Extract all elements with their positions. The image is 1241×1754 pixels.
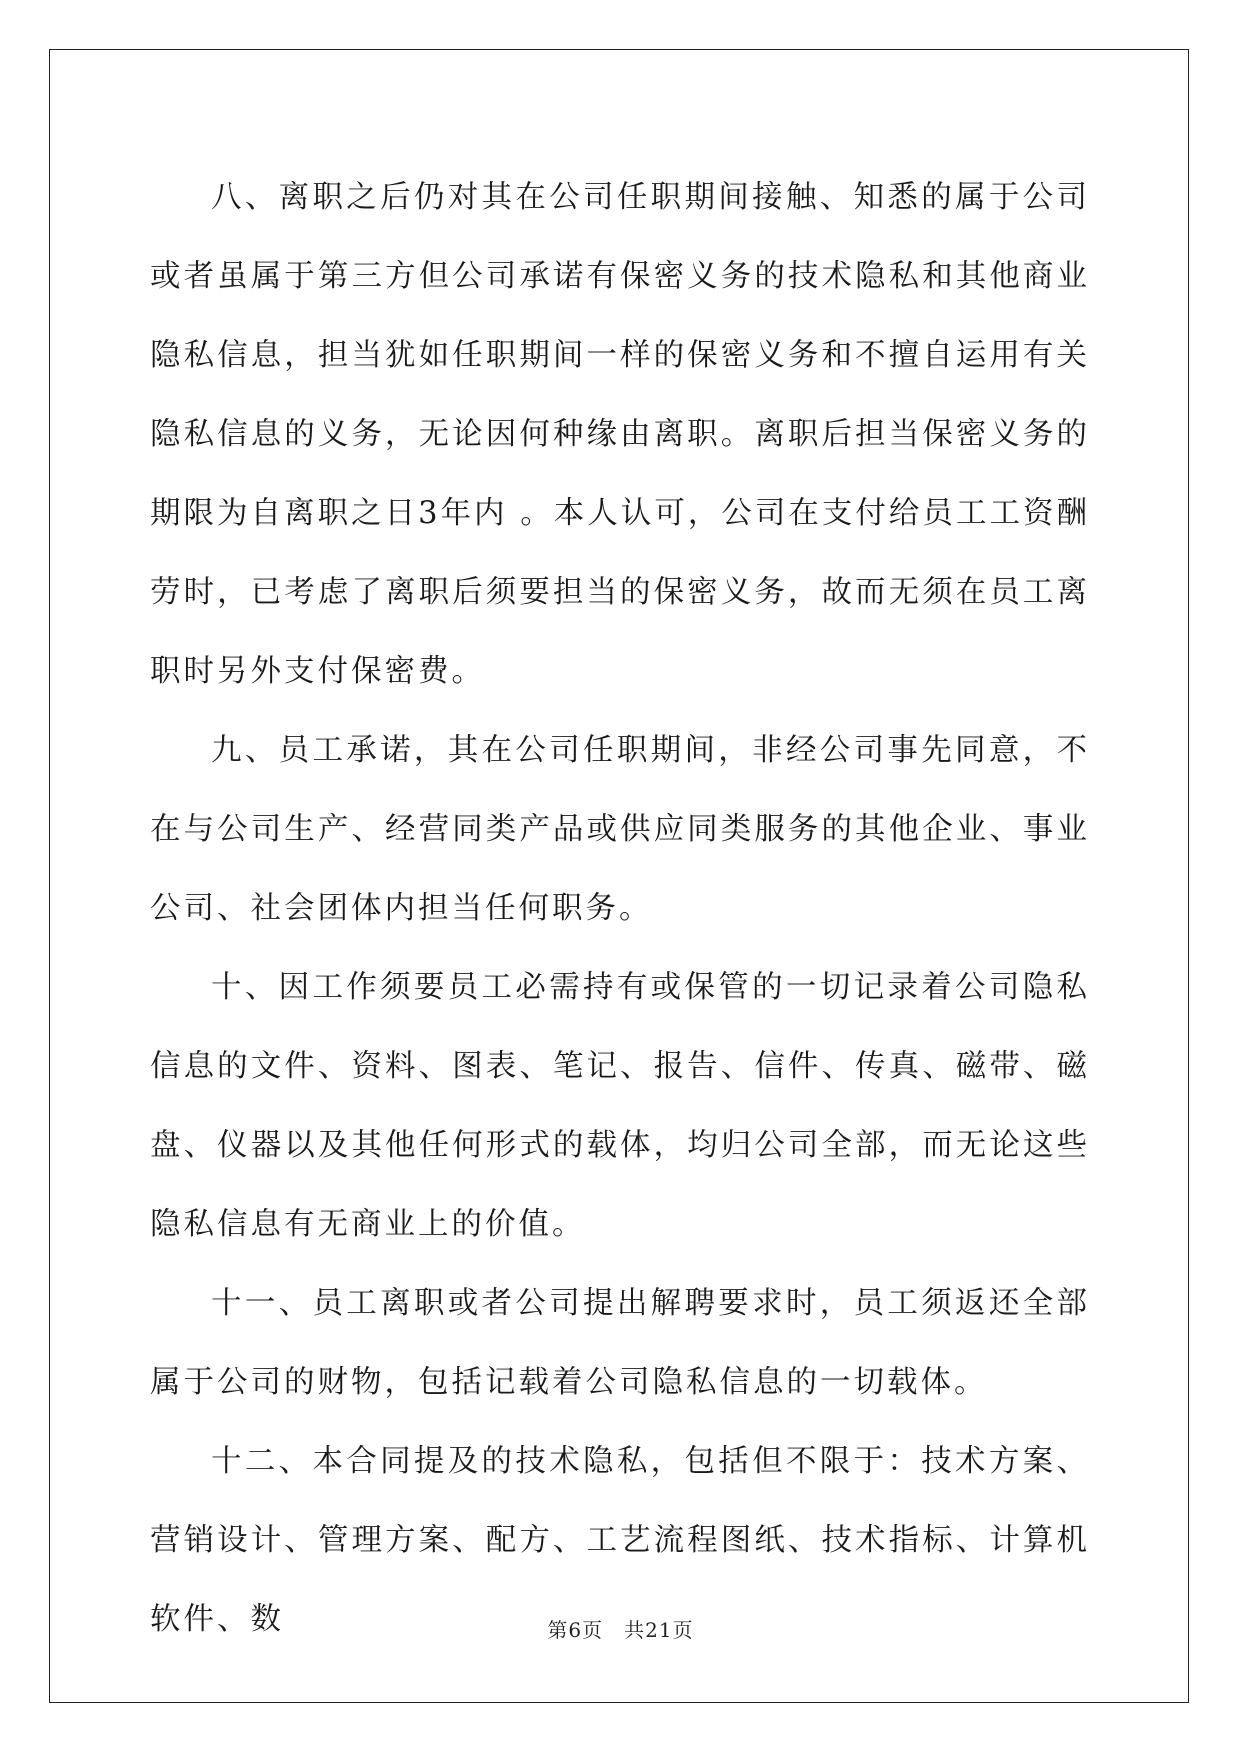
paragraph-9: 九、员工承诺，其在公司任职期间，非经公司事先同意，不在与公司生产、经营同类产品或供应同类服务的其他企业、事业公司、社会团体内担当任何职务。 bbox=[150, 733, 1090, 926]
paragraph-8: 八、离职之后仍对其在公司任职期间接触、知悉的属于公司或者虽属于第三方但公司承诺有保密义务的技术隐私和其他商业隐私信息，担当犹如任职期间一样的保密义务和不擅自运用有关隐私信息的义务，无论因何种缘由离职。离职后担当保密义务的期限为自离职之日3年内 。本人认可，公司在支付给员工工资酬劳时，已考虑了离职后须要担当的保密义务，故而无须在员工离职时另外支付保密费。 bbox=[150, 180, 1090, 689]
paragraph-10: 十、因工作须要员工必需持有或保管的一切记录着公司隐私信息的文件、资料、图表、笔记、报告、信件、传真、磁带、磁盘、仪器以及其他任何形式的载体，均归公司全部，而无论这些隐私信息有无商业上的价值。 bbox=[150, 970, 1090, 1242]
paragraph-12: 十二、本合同提及的技术隐私，包括但不限于：技术方案、营销设计、管理方案、配方、工艺流程图纸、技术指标、计算机软件、数 bbox=[150, 1444, 1090, 1637]
page-number-footer: 第6页 共21页 bbox=[547, 1618, 694, 1642]
document-body bbox=[150, 158, 1090, 1659]
paragraph-11: 十一、员工离职或者公司提出解聘要求时，员工须返还全部属于公司的财物，包括记载着公司隐私信息的一切载体。 bbox=[150, 1286, 1090, 1400]
